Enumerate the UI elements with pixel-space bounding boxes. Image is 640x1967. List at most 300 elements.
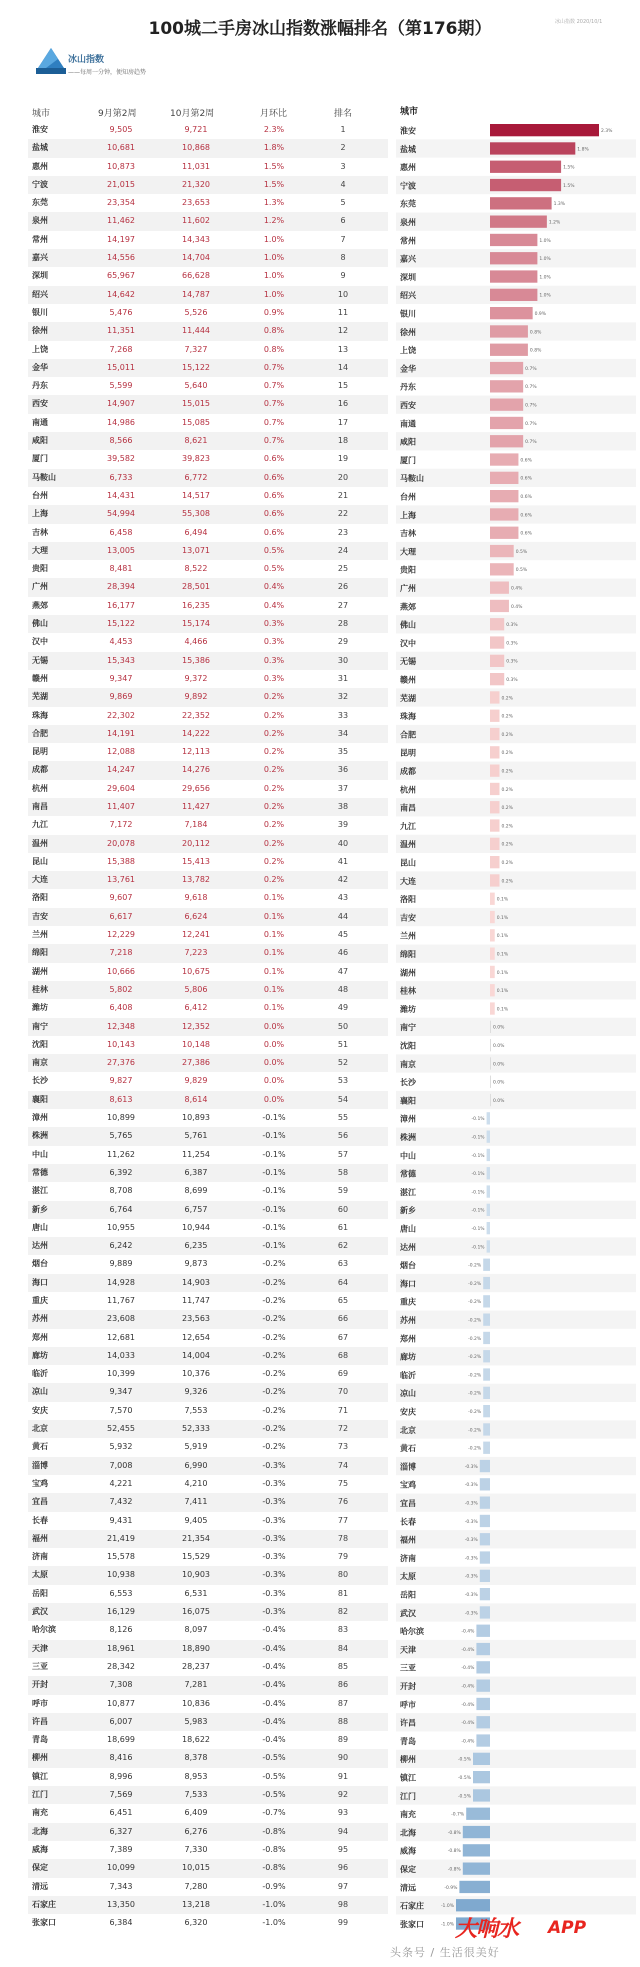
cell-mom: 0.0% [263,1076,285,1086]
chart-city-label: 上海 [400,510,416,520]
cell-rank: 33 [337,710,349,720]
bar [480,1588,490,1600]
cell-sep: 11,351 [107,326,135,336]
bar [490,673,504,685]
cell-rank: 60 [337,1204,349,1214]
chart-city-label: 南京 [400,1059,416,1069]
cell-rank: 44 [337,911,349,921]
cell-oct: 14,222 [182,728,210,738]
cell-oct: 21,320 [182,179,210,189]
brand-name: 冰山指数 [68,55,105,65]
cell-city: 许昌 [32,1716,48,1726]
cell-city: 重庆 [32,1296,48,1305]
table-row [28,487,388,505]
cell-city: 南昌 [32,801,48,811]
cell-rank: 3 [340,161,346,171]
bar-value-label: 0.3% [506,678,518,683]
bar-value-label: -0.7% [451,1812,465,1818]
header-city: 城市 [32,109,51,119]
table-row [28,1420,388,1438]
cell-city: 大理 [32,545,48,555]
table-row [28,158,388,176]
table-row [28,926,388,944]
cell-sep: 7,343 [109,1881,133,1891]
cell-rank: 91 [337,1771,349,1781]
cell-city: 清远 [32,1881,48,1891]
table-row [28,1402,388,1420]
cell-sep: 7,172 [109,820,133,830]
table-row [28,395,388,413]
header-oct-week: 10月第2周 [170,109,215,119]
cell-oct: 4,210 [184,1478,208,1488]
chart-row-bg [396,1274,636,1292]
table-row [28,707,388,725]
cell-sep: 7,570 [109,1405,133,1415]
cell-mom: 1.0% [263,234,285,244]
bar-value-label: -1.0% [440,1922,454,1928]
cell-sep: 10,399 [107,1369,135,1379]
bar-value-label: 0.3% [506,641,518,647]
bar [490,216,547,228]
cell-sep: 7,308 [109,1680,133,1690]
cell-oct: 29,656 [182,783,210,793]
bar-value-label: 0.4% [510,604,523,610]
bar-value-label: -0.8% [447,1830,461,1836]
cell-rank: 45 [337,930,349,940]
cell-oct: 13,071 [182,545,210,555]
cell-rank: 49 [337,1003,349,1013]
bar [490,234,537,246]
bar-value-label: 0.1% [496,970,509,976]
bar [490,197,552,209]
table-row [28,1310,388,1328]
cell-mom: -0.4% [262,1680,286,1690]
bar [490,563,514,575]
cell-sep: 9,431 [109,1515,133,1525]
cell-rank: 97 [337,1881,349,1891]
bar [490,600,509,612]
cell-rank: 8 [340,253,346,263]
chart-row-bg [396,1567,636,1585]
header-rank: 排名 [334,109,353,119]
cell-city: 昆明 [32,747,48,757]
cell-mom: 0.2% [263,747,285,757]
cell-rank: 1 [340,125,346,134]
bar [490,252,537,264]
cell-oct: 6,320 [184,1918,208,1928]
cell-rank: 15 [337,381,349,391]
chart-city-label: 武汉 [400,1608,416,1618]
cell-mom: 0.2% [263,838,285,848]
chart-city-label: 重庆 [400,1297,416,1307]
bar-value-label: -0.3% [464,1593,478,1598]
bar [476,1625,490,1637]
chart-city-label: 昆山 [400,858,416,868]
cell-sep: 6,451 [109,1808,133,1818]
table-row [28,194,388,212]
cell-rank: 82 [337,1607,349,1617]
table-row [28,1841,388,1859]
table-row [28,1072,388,1090]
bar-value-label: -0.5% [457,1757,471,1763]
bar [483,1368,490,1380]
table-row [28,212,388,230]
cell-city: 淄博 [32,1460,48,1470]
cell-rank: 47 [337,966,349,976]
cell-oct: 11,747 [182,1296,210,1305]
cell-oct: 23,563 [182,1314,210,1324]
bar [487,1222,490,1234]
cell-sep: 20,078 [107,838,135,848]
table-row [28,1786,388,1804]
bar [490,527,518,539]
cell-city: 青岛 [32,1735,48,1745]
chart-city-label: 江门 [400,1791,416,1801]
bar-value-label: 0.2% [501,714,513,720]
cell-city: 长春 [32,1515,48,1525]
cell-sep: 7,008 [109,1460,133,1470]
brand-tagline: ——每周一分钟，便知房趋势 [68,69,147,76]
cell-oct: 7,281 [184,1680,208,1690]
cell-oct: 9,829 [184,1076,208,1086]
watermark-logo: 大响水 [455,1917,519,1942]
chart-city-label: 桂林 [400,986,416,996]
cell-city: 惠州 [32,161,48,171]
cell-mom: 0.6% [263,490,285,500]
table-row [28,725,388,743]
chart-city-label: 太原 [400,1572,416,1582]
cell-oct: 5,640 [184,381,208,391]
cell-city: 洛阳 [32,893,48,903]
cell-mom: -0.7% [262,1808,286,1818]
cell-sep: 5,599 [109,381,133,391]
chart-city-label: 厦门 [400,455,416,465]
bar [487,1240,490,1252]
cell-sep: 54,994 [107,509,135,519]
bar [463,1826,490,1838]
cell-oct: 9,721 [184,125,208,134]
cell-mom: -0.2% [262,1387,286,1397]
cell-mom: 0.1% [263,966,285,976]
chart-row-bg [396,1018,636,1036]
cell-rank: 12 [337,326,349,336]
cell-city: 北京 [32,1424,48,1434]
bar [473,1753,490,1765]
bar-value-label: 0.7% [525,440,537,446]
cell-oct: 6,412 [184,1003,208,1013]
cell-mom: 0.2% [263,801,285,811]
cell-city: 苏州 [32,1314,48,1324]
table-row [28,578,388,596]
bar-value-label: -0.2% [468,1446,482,1452]
cell-city: 南京 [32,1058,48,1068]
cell-rank: 4 [340,179,346,189]
chart-city-label: 东莞 [400,199,416,209]
cell-rank: 21 [337,490,349,500]
cell-city: 上海 [32,509,48,519]
bar-value-label: 0.1% [496,934,509,940]
cell-mom: 0.6% [263,454,285,464]
chart-city-label: 无锡 [400,657,416,667]
bar-value-label: -0.1% [471,1208,485,1214]
chart-city-label: 开封 [400,1682,416,1691]
chart-city-label: 临沂 [400,1370,416,1380]
table-row [28,1548,388,1566]
bar [480,1570,490,1582]
chart-row-bg [396,798,636,816]
cell-sep: 15,122 [107,619,135,629]
bar [483,1295,490,1307]
table-row [28,1383,388,1401]
cell-city: 安庆 [32,1405,48,1415]
bar-value-label: -0.2% [468,1391,482,1397]
chart-row-bg [396,1713,636,1731]
bar [483,1387,490,1399]
bar [490,874,499,886]
cell-oct: 8,614 [184,1094,208,1104]
cell-oct: 8,097 [184,1625,208,1635]
table-row [28,835,388,853]
cell-sep: 28,342 [107,1661,135,1671]
cell-sep: 21,015 [107,179,135,189]
cell-sep: 15,388 [107,856,135,866]
table-row [28,450,388,468]
bar-value-label: -0.2% [468,1373,482,1379]
chart-city-label: 咸阳 [400,437,416,447]
cell-mom: 0.1% [263,984,285,994]
cell-city: 襄阳 [32,1094,48,1104]
cell-oct: 7,330 [184,1844,208,1854]
cell-mom: -0.2% [262,1259,286,1269]
table-row [28,1804,388,1822]
bar [490,728,499,740]
chart-city-label: 唐山 [400,1224,416,1234]
cell-sep: 6,007 [109,1716,133,1726]
cell-oct: 7,553 [184,1405,208,1415]
cell-rank: 63 [337,1259,349,1269]
bar [490,783,499,795]
cell-city: 郑州 [32,1332,48,1342]
chart-row-bg [396,1640,636,1658]
chart-row-bg [396,1091,636,1109]
cell-city: 廊坊 [32,1350,48,1360]
chart-city-label: 岳阳 [400,1590,416,1600]
chart-city-label: 达州 [400,1242,416,1252]
bar-value-label: 0.2% [501,879,513,885]
chart-city-label: 泉州 [400,218,416,227]
cell-oct: 10,893 [182,1113,210,1123]
cell-oct: 7,280 [184,1881,208,1891]
table-row [28,944,388,962]
cell-mom: 0.7% [263,362,285,372]
cell-city: 凉山 [32,1387,48,1397]
cell-mom: 0.4% [263,582,285,592]
table-row [28,432,388,450]
bar [480,1478,490,1490]
chart-city-label: 南昌 [400,803,416,813]
bar-value-label: -0.3% [464,1611,478,1617]
cell-sep: 14,907 [107,399,135,409]
cell-sep: 5,476 [109,307,133,317]
table-row [28,249,388,267]
chart-city-label: 汉中 [400,638,416,648]
chart-row-bg [396,1237,636,1255]
cell-city: 盐城 [32,143,48,153]
cell-rank: 96 [337,1863,349,1873]
cell-city: 绵阳 [32,948,48,958]
chart-row-bg [396,871,636,889]
bar [490,380,523,392]
cell-oct: 7,184 [184,820,208,830]
cell-oct: 21,354 [182,1533,210,1543]
bar-value-label: -0.1% [471,1245,485,1251]
table-row [28,1859,388,1877]
cell-sep: 15,011 [107,362,135,372]
cell-rank: 37 [337,783,349,793]
cell-oct: 15,386 [182,655,210,665]
cell-rank: 51 [337,1039,349,1049]
bar [483,1350,490,1362]
cell-oct: 14,276 [182,765,210,775]
cell-city: 黄石 [32,1442,48,1452]
cell-sep: 7,432 [109,1497,133,1507]
cell-rank: 87 [337,1698,349,1708]
bar [483,1332,490,1344]
cell-mom: 0.8% [263,326,285,336]
bar-value-label: -0.1% [471,1227,485,1232]
bar-value-label: 1.0% [539,238,551,244]
chart-city-label: 凉山 [400,1389,416,1399]
cell-city: 丹东 [32,381,48,391]
cell-mom: -0.2% [262,1350,286,1360]
chart-city-label: 银川 [400,309,416,319]
cell-rank: 64 [337,1277,349,1287]
cell-city: 金华 [32,362,48,372]
cell-oct: 9,405 [184,1515,208,1525]
chart-city-label: 马鞍山 [400,474,424,484]
chart-row-bg [396,981,636,999]
chart-city-label: 北京 [400,1425,416,1435]
cell-oct: 14,004 [182,1350,210,1360]
cell-city: 海口 [32,1277,48,1287]
chart-city-label: 黄石 [400,1444,416,1454]
cell-oct: 22,352 [182,710,210,720]
cell-city: 成都 [32,765,48,775]
cell-sep: 7,389 [109,1844,133,1854]
cell-city: 漳州 [32,1113,48,1123]
bar [483,1423,490,1435]
cell-oct: 6,387 [184,1167,208,1177]
cell-mom: 0.1% [263,1003,285,1013]
bar-value-label: 0.7% [525,385,537,391]
cell-rank: 65 [337,1296,349,1305]
cell-sep: 13,761 [107,875,135,885]
cell-sep: 13,005 [107,545,135,555]
cell-city: 新乡 [32,1204,48,1214]
table-row [28,1658,388,1676]
cell-sep: 8,996 [109,1771,133,1781]
cell-sep: 29,604 [107,783,135,793]
cell-sep: 10,681 [107,143,135,153]
cell-city: 沈阳 [32,1039,48,1049]
cell-sep: 9,889 [109,1259,133,1269]
cell-oct: 10,868 [182,143,210,153]
cell-sep: 4,221 [109,1478,133,1488]
bar-value-label: -0.4% [461,1684,475,1690]
cell-oct: 23,653 [182,198,210,208]
bar [476,1716,490,1728]
bar [490,984,495,996]
chart-city-label: 大理 [400,547,416,557]
cell-sep: 11,462 [107,216,135,226]
table-row [28,1896,388,1914]
cell-city: 保定 [32,1863,48,1873]
cell-rank: 30 [337,655,349,665]
chart-city-label: 燕郊 [400,602,416,612]
bar [490,819,499,831]
table-row [28,1054,388,1072]
cell-mom: -0.3% [262,1533,286,1543]
cell-mom: -0.3% [262,1515,286,1525]
cell-sep: 8,481 [109,564,133,574]
cell-city: 吉林 [32,527,48,537]
chart-row-bg [396,1384,636,1402]
bar [490,142,575,154]
chart-city-label: 廊坊 [400,1352,416,1362]
cell-mom: 0.5% [263,564,285,574]
chart-city-label: 惠州 [400,163,416,173]
bar-value-label: 0.8% [529,330,542,336]
cell-mom: -0.4% [262,1698,286,1708]
cell-city: 温州 [32,838,48,848]
cell-oct: 14,787 [182,289,210,299]
cell-sep: 27,376 [107,1058,135,1068]
chart-row-bg [396,908,636,926]
cell-oct: 5,761 [184,1131,208,1141]
cell-sep: 52,455 [107,1424,135,1434]
bar-value-label: 0.7% [525,403,537,409]
cell-oct: 10,903 [182,1570,210,1580]
table-row [28,615,388,633]
chart-city-header: 城市 [400,107,419,117]
bar [480,1515,490,1527]
bar-value-label: 0.2% [501,732,513,738]
data-table [28,121,388,1932]
cell-rank: 86 [337,1680,349,1690]
cell-mom: -0.8% [262,1863,286,1873]
cell-mom: 0.1% [263,948,285,958]
cell-oct: 10,944 [182,1222,210,1232]
table-row [28,176,388,194]
cell-rank: 76 [337,1497,349,1507]
cell-mom: -0.2% [262,1277,286,1287]
chart-city-label: 南通 [400,419,416,429]
cell-sep: 9,347 [109,1387,133,1397]
cell-city: 常州 [32,234,48,244]
bar [456,1899,490,1911]
chart-row-bg [396,1347,636,1365]
cell-oct: 15,015 [182,399,210,409]
cell-oct: 52,333 [182,1424,210,1434]
cell-oct: 14,903 [182,1277,210,1287]
cell-mom: 0.2% [263,728,285,738]
chart-city-label: 金华 [400,364,416,374]
bar [487,1131,490,1143]
bar-chart [392,0,640,1967]
cell-city: 台州 [32,490,48,500]
bar-value-label: 0.2% [501,696,513,702]
bar-value-label: -0.4% [461,1629,475,1635]
